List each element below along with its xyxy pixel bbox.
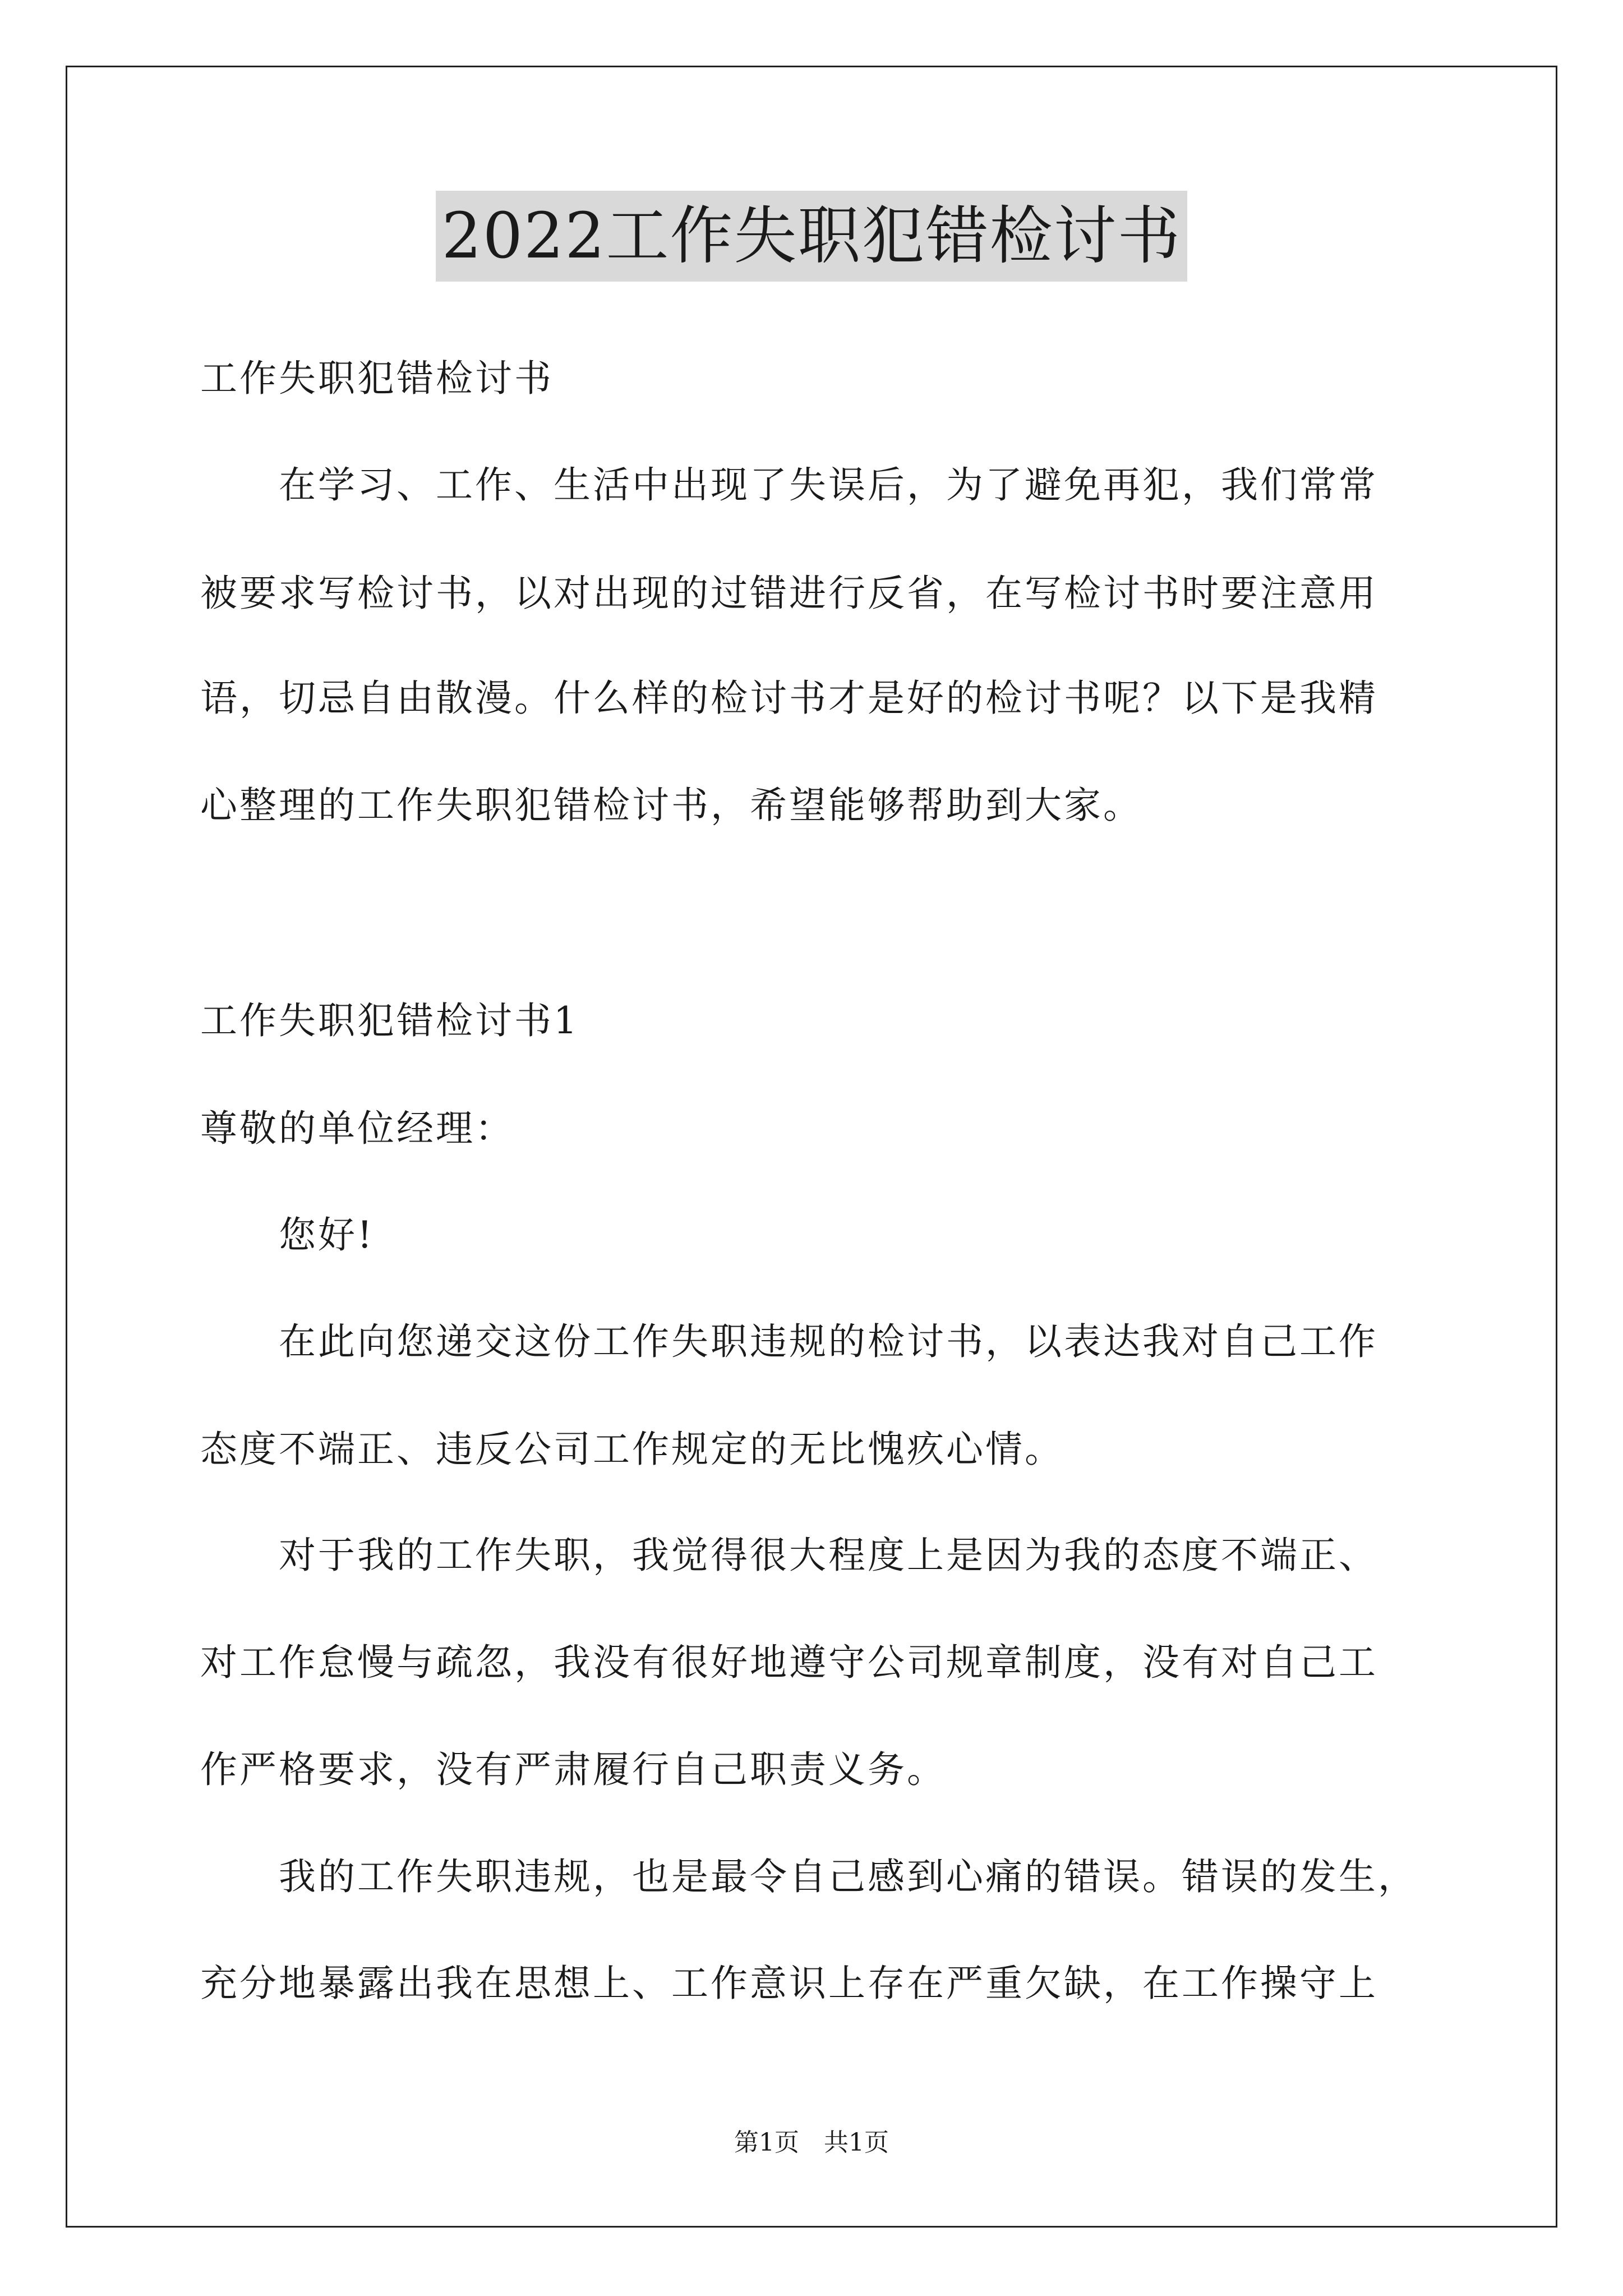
paragraph-line: 充分地暴露出我在思想上、工作意识上存在严重欠缺，在工作操守上 [200,1962,1378,2005]
paragraph-line: 对工作怠慢与疏忽，我没有很好地遵守公司规章制度，没有对自己工 [200,1641,1378,1684]
paragraph-line: 语，切忌自由散漫。什么样的检讨书才是好的检讨书呢？以下是我精 [200,677,1378,720]
paragraph-line: 作严格要求，没有严肃履行自己职责义务。 [200,1748,946,1791]
greeting: 您好! [200,1213,375,1257]
page-footer: 第1页 共1页 [734,2128,889,2157]
paragraph-line: 在此向您递交这份工作失职违规的检讨书，以表达我对自己工作 [200,1320,1378,1363]
paragraph-line: 被要求写检讨书，以对出现的过错进行反省，在写检讨书时要注意用 [200,572,1378,615]
document-title: 2022工作失职犯错检讨书 [436,191,1187,282]
title-container [0,191,1623,282]
paragraph-line: 在学习、工作、生活中出现了失误后，为了避免再犯，我们常常 [200,463,1378,507]
salutation: 尊敬的单位经理： [200,1107,514,1150]
paragraph-line: 我的工作失职违规，也是最令自己感到心痛的错误。错误的发生， [200,1855,1417,1898]
paragraph-line: 态度不端正、违反公司工作规定的无比愧疚心情。 [200,1428,1064,1471]
paragraph-line: 心整理的工作失职犯错检讨书，希望能够帮助到大家。 [200,784,1142,827]
subtitle-line: 工作失职犯错检讨书 [200,357,554,400]
section-heading: 工作失职犯错检讨书1 [200,999,579,1042]
paragraph-line: 对于我的工作失职，我觉得很大程度上是因为我的态度不端正、 [200,1534,1378,1577]
